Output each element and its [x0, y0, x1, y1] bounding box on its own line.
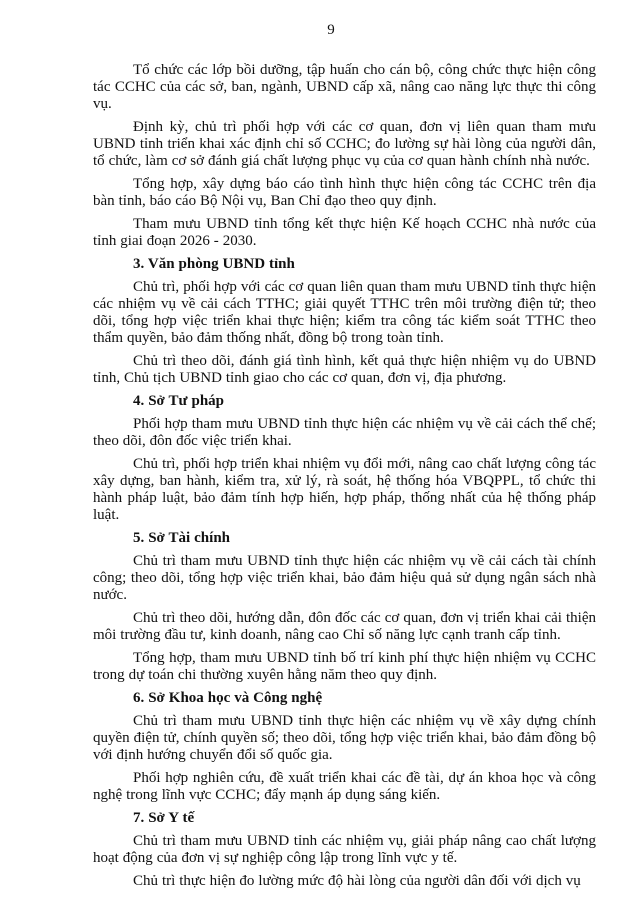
- paragraph: Tổng hợp, xây dựng báo cáo tình hình thực hiện công tác CCHC trên địa bàn tỉnh, báo cáo Bộ Nội vụ, Ban Chỉ đạo theo quy định.: [93, 176, 596, 209]
- paragraph: Chủ trì, phối hợp triển khai nhiệm vụ đổi mới, nâng cao chất lượng công tác xây dựng, ban hành, kiểm tra, xử lý, rà soát, hệ thống hóa VBQPPL, tổ chức thi hành pháp luật, bảo đảm tính hợp hiến, hợp pháp, thống nhất của hệ thống pháp luật.: [93, 456, 596, 523]
- page-number: 9: [327, 22, 335, 38]
- paragraph: Phối hợp tham mưu UBND tỉnh thực hiện các nhiệm vụ về cải cách thể chế; theo dõi, đôn đốc việc triển khai.: [93, 416, 596, 449]
- paragraph: Tổ chức các lớp bồi dưỡng, tập huấn cho cán bộ, công chức thực hiện công tác CCHC của các sở, ban, ngành, UBND cấp xã, nâng cao năng lực thực thi công vụ.: [93, 62, 596, 112]
- section-heading-van-phong-ubnd-tinh: 3. Văn phòng UBND tỉnh: [133, 256, 295, 272]
- paragraph: Chủ trì thực hiện đo lường mức độ hài lòng của người dân đối với dịch vụ: [133, 873, 581, 889]
- section-heading-so-y-te: 7. Sở Y tế: [133, 810, 195, 826]
- paragraph: Chủ trì tham mưu UBND tỉnh các nhiệm vụ, giải pháp nâng cao chất lượng hoạt động của đơn vị sự nghiệp công lập trong lĩnh vực y tế.: [93, 833, 596, 866]
- paragraph: Tổng hợp, tham mưu UBND tỉnh bố trí kinh phí thực hiện nhiệm vụ CCHC trong dự toán chi thường xuyên hằng năm theo quy định.: [93, 650, 596, 683]
- paragraph: Chủ trì, phối hợp với các cơ quan liên quan tham mưu UBND tỉnh thực hiện các nhiệm vụ về cải cách TTHC; giải quyết TTHC trên môi trường điện tử; theo dõi, tổng hợp việc triển khai thực hiện; kiểm tra công tác kiểm soát TTHC theo thẩm quyền, bảo đảm thống nhất, đồng bộ trong toàn tỉnh.: [93, 279, 596, 346]
- paragraph: Tham mưu UBND tỉnh tổng kết thực hiện Kế hoạch CCHC nhà nước của tỉnh giai đoạn 2026 - 2030.: [93, 216, 596, 249]
- document-body: [93, 62, 596, 890]
- section-heading-so-tai-chinh: 5. Sở Tài chính: [133, 530, 231, 546]
- section-heading-so-tu-phap: 4. Sở Tư pháp: [133, 393, 225, 409]
- paragraph: Phối hợp nghiên cứu, đề xuất triển khai các đề tài, dự án khoa học và công nghệ trong lĩnh vực CCHC; đẩy mạnh áp dụng sáng kiến.: [93, 770, 596, 803]
- section-heading-so-khoa-hoc-cong-nghe: 6. Sở Khoa học và Công nghệ: [133, 690, 323, 706]
- paragraph: Chủ trì theo dõi, đánh giá tình hình, kết quả thực hiện nhiệm vụ do UBND tỉnh, Chủ tịch UBND tỉnh giao cho các cơ quan, đơn vị, địa phương.: [93, 353, 596, 386]
- paragraph: Chủ trì theo dõi, hướng dẫn, đôn đốc các cơ quan, đơn vị triển khai cải thiện môi trường đầu tư, kinh doanh, nâng cao Chỉ số năng lực cạnh tranh cấp tỉnh.: [93, 610, 596, 643]
- paragraph: Chủ trì tham mưu UBND tỉnh thực hiện các nhiệm vụ về xây dựng chính quyền điện tử, chính quyền số; theo dõi, tổng hợp việc triển khai, bảo đảm đồng bộ với định hướng chuyển đổi số quốc gia.: [93, 713, 596, 763]
- paragraph: Chủ trì tham mưu UBND tỉnh thực hiện các nhiệm vụ về cải cách tài chính công; theo dõi, tổng hợp việc triển khai, bảo đảm hiệu quả sử dụng ngân sách nhà nước.: [93, 553, 596, 603]
- paragraph: Định kỳ, chủ trì phối hợp với các cơ quan, đơn vị liên quan tham mưu UBND tỉnh triển khai xác định chỉ số CCHC; đo lường sự hài lòng của người dân, tổ chức, làm cơ sở đánh giá chất lượng phục vụ của cơ quan hành chính nhà nước.: [93, 119, 596, 169]
